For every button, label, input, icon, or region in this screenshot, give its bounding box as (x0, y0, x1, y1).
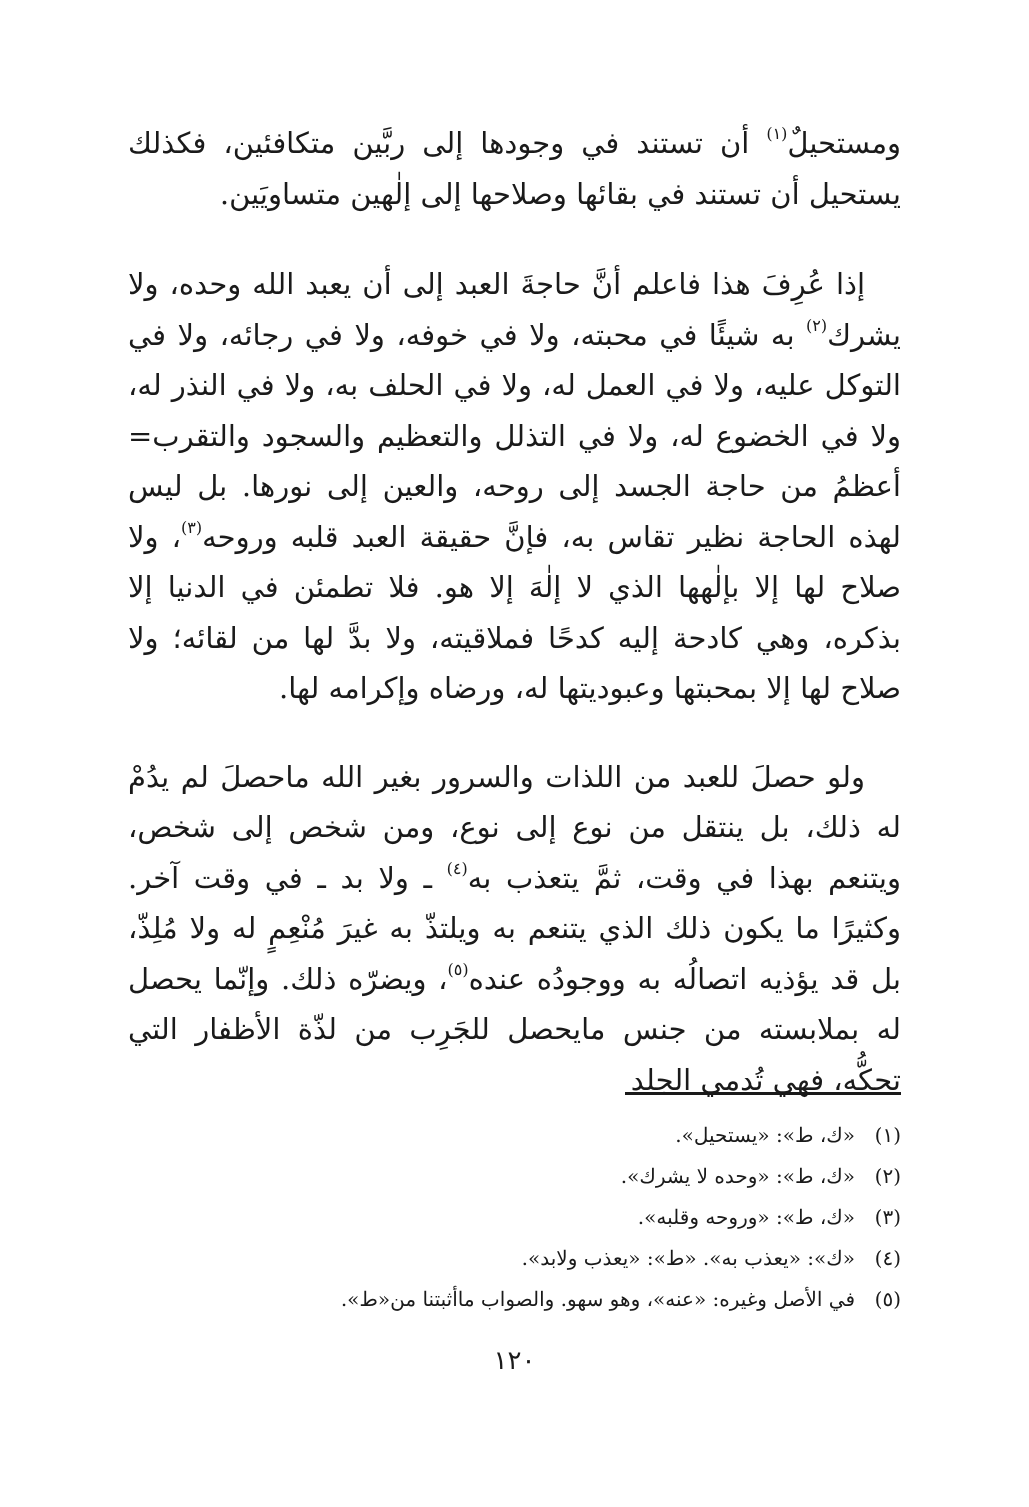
footnote-ref-3: (٣) (181, 517, 203, 537)
text-run: ، ولا صلاح لها إلا بإلٰهها الذي لا إلٰهَ إلا هو. فلا تطمئن في الدنيا إلا بذكره، وهي كادحة إليه كدحًا فملاقيته، ولا بدَّ لها من لقائه؛ ولا صلاح لها إلا بمحبتها وعبوديتها له، ورضاه وإكرامه لها. (128, 519, 901, 705)
text-run: إذا عُرِفَ هذا فاعلم أنَّ حاجةَ العبد إلى أن يعبد الله وحده، ولا يشرك (128, 267, 901, 352)
footnote-divider (625, 1092, 901, 1095)
footnote-text: «ك، ط»: «يستحيل». (675, 1123, 855, 1147)
footnote-number: (١) (874, 1123, 901, 1147)
footnote-text: «ك، ط»: «وروحه وقلبه». (637, 1205, 855, 1229)
footnote-number: (٣) (874, 1205, 901, 1229)
footnote-number: (٥) (874, 1287, 901, 1311)
page-body (128, 118, 901, 1105)
paragraph-1 (128, 118, 901, 219)
text-run: به شيئًا في محبته، ولا في خوفه، ولا في رجائه، ولا في التوكل عليه، ولا في العمل له، ولا في الحلف به، ولا في النذر له، ولا في الخضوع له، ولا في التذلل والتعظيم والسجود والتقرب= أعظمُ من حاجة الجسد إلى روحه، والعين إلى نورها. بل ليس لهذه الحاجة نظير تقاس به، فإنَّ حقيقة العبد قلبه وروحه (128, 317, 901, 554)
page-number: ١٢٠ (493, 1346, 536, 1376)
footnote-item (128, 1156, 901, 1197)
footnote-ref-2: (٢) (806, 315, 828, 335)
footnote-item (128, 1279, 901, 1320)
paragraph-2 (128, 259, 901, 714)
text-run: ومستحيلٌ (787, 126, 901, 160)
text-run: أن تستند في وجودها إلى ربَّين متكافئين، فكذلك يستحيل أن تستند في بقائها وصلاحها إلى إلٰهين متساويَين. (128, 126, 901, 211)
text-run: ولو حصلَ للعبد من اللذات والسرور بغير الله ماحصلَ لم يدُمْ له ذلك، بل ينتقل من نوع إلى نوع، ومن شخص إلى شخص، ويتنعم بهذا في وقت، ثمَّ يتعذب به (128, 759, 902, 895)
footnote-text: في الأصل وغيره: «عنه»، وهو سهو. والصواب ماأثبتنا من«ط». (340, 1287, 855, 1311)
footnote-ref-1: (١) (766, 124, 788, 143)
text-run: ـ ولا بد ـ في وقت آخر. وكثيرًا ما يكون ذلك الذي يتنعم به ويلتذّ به غيرَ مُنْعِمٍ له ولا مُلِذّ، بل قد يؤذيه اتصالُه به ووجودُه عنده (128, 860, 901, 996)
footnote-ref-4: (٤) (446, 858, 468, 878)
footnote-item (128, 1197, 901, 1238)
footnote-ref-5: (٥) (447, 959, 469, 979)
footnote-item (128, 1238, 901, 1279)
footnote-text: «ك، ط»: «وحده لا يشرك». (620, 1164, 855, 1188)
footnote-number: (٤) (874, 1246, 901, 1270)
footnotes-list (128, 1115, 901, 1320)
text-run: ، ويضرّه ذلك. وإنّما يحصل له بملابسته من جنس مايحصل للجَرِب من لذّة الأظفار التي تحكُّه، فهي تُدمي الجلد (128, 961, 901, 1097)
footnote-text: «ك»: «يعذب به». «ط»: «يعذب ولابد». (521, 1246, 855, 1270)
paragraph-3 (128, 752, 901, 1106)
footnote-number: (٢) (874, 1164, 901, 1188)
footnote-item (128, 1115, 901, 1156)
